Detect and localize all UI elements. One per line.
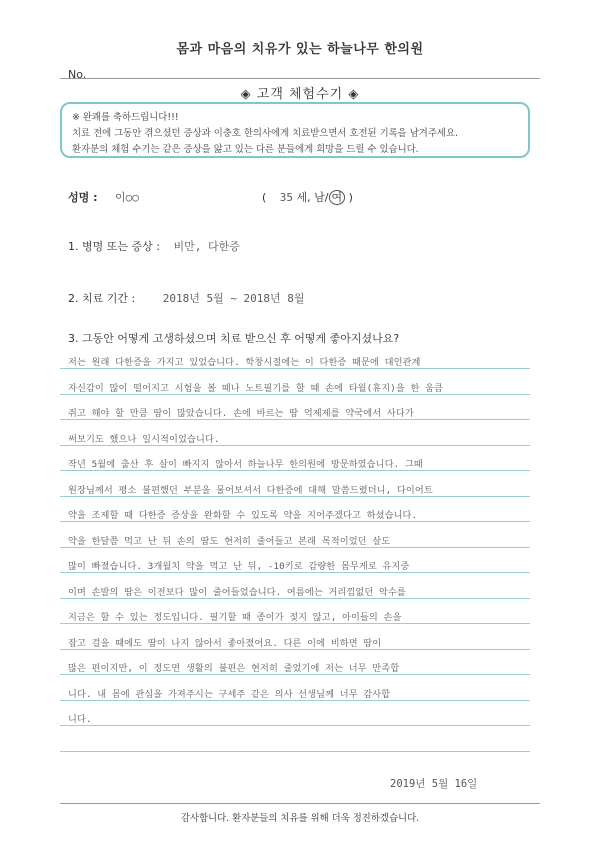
age-unit: 세, [296,191,311,204]
form-number-label: No. [68,68,87,81]
ruled-line [60,700,530,701]
story-line: 작년 5월에 출산 후 살이 빠지지 않아서 하늘나무 한의원에 방문하였습니다. 그때 [68,459,423,470]
ruled-line [60,751,530,752]
story-line: 자신감이 많이 떨어지고 시험을 볼 때나 노트필기를 할 때 손에 타월(휴지)을 한 움큼 [68,382,444,394]
ruled-line [60,674,530,675]
story-line: 잡고 걸을 때에도 땀이 나지 않아서 좋아졌어요. 다른 이에 비하면 땀이 [68,637,382,649]
age-value: 35 [279,191,294,204]
ruled-line [60,521,530,522]
story-line: 니다. 내 몸에 관심을 가져주시는 구세주 같은 의사 선생님께 너무 감사합 [68,688,391,700]
ruled-line [60,623,530,624]
story-line: 많은 편이지만, 이 정도면 생활의 불편은 현저히 줄었기에 저는 너무 만족합 [68,663,400,674]
name-label: 성명 : [68,191,98,204]
q2-field [68,290,305,306]
story-line: 지금은 할 수 있는 정도입니다. 필기할 때 종이가 젖지 않고, 아이들의 손을 [68,612,402,623]
ruled-line [60,470,530,471]
story-line: 쥐고 해야 할 만큼 땀이 많았습니다. 손에 바르는 땀 억제제를 약국에서 사다가 [68,408,414,419]
signature-date: 2019년 5월 16일 [390,778,478,790]
ruled-line [60,394,530,395]
story-line: 약을 조제할 때 다한증 증상을 완화할 수 있도록 약을 지어주겠다고 하셨습니다. [68,510,418,521]
footer-divider [60,803,540,804]
story-line: 원장님께서 평소 불편했던 부분을 물어보셔서 다한증에 대해 말씀드렸더니, 다이어트 [68,484,433,496]
gender-female-circled: 여 [329,190,346,205]
story-line: 많이 빠졌습니다. 3개월치 약을 먹고 난 뒤, -10키로 감량한 몸무게로 유지중 [68,561,410,572]
footer-text: 감사합니다. 환자분들의 치유를 위해 더욱 정진하겠습니다. [180,813,420,824]
name-value: 이○○ [114,191,139,204]
q1-label: 1. 병명 또는 증상 : [68,240,160,253]
ruled-line [60,496,530,497]
ruled-line [60,445,530,446]
q1-field [68,238,240,254]
q1-value: 비만, 다한증 [173,240,240,253]
age-paren-open: ( [262,191,267,204]
clinic-header-title: 몸과 마음의 치유가 있는 하늘나무 한의원 [176,42,424,57]
ruled-line [60,725,530,726]
q2-value: 2018년 5월 ~ 2018년 8월 [162,292,305,305]
q3-label: 3. 그동안 어떻게 고생하셨으며 치료 받으신 후 어떻게 좋아지셨나요? [68,332,400,345]
story-line: 니다. [68,714,92,725]
ruled-line [60,649,530,650]
q2-label: 2. 치료 기간 : [68,292,136,305]
ruled-line [60,547,530,548]
header-divider [60,78,540,79]
ruled-line [60,598,530,599]
notice-box [60,102,530,158]
story-line: 이며 손발의 땀은 이전보다 많이 줄어들었습니다. 여름에는 거리낌없던 악수를 [68,586,406,598]
ruled-line [60,572,530,573]
notice-line-2: 치료 전에 그동안 겪으셨던 증상과 이충호 한의사에게 치료받으면서 호전된 기록을 남겨주세요. [72,128,458,139]
story-line: 저는 원래 다한증을 가지고 있었습니다. 학창시절에는 이 다한증 때문에 대인관계 [68,357,421,368]
ruled-line [60,419,530,420]
section-title: ◈ 고객 체험수기 ◈ [240,87,360,102]
name-field [68,189,139,205]
story-line: 약을 한달쯤 먹고 난 뒤 손의 땀도 현저히 줄어들고 본래 목적이었던 살도 [68,535,391,547]
notice-line-3: 환자분의 체험 수기는 같은 증상을 앓고 있는 다른 분들에게 희망을 드릴 수 있습니다. [72,144,419,155]
ruled-line [60,368,530,369]
story-line: 써보기도 했으나 일시적이었습니다. [68,433,220,445]
notice-line-1: ※ 완쾌를 축하드립니다!!! [72,112,179,123]
age-paren-close: ) [348,191,353,204]
gender-male: 남/ [314,191,329,204]
age-gender-field [262,189,353,205]
